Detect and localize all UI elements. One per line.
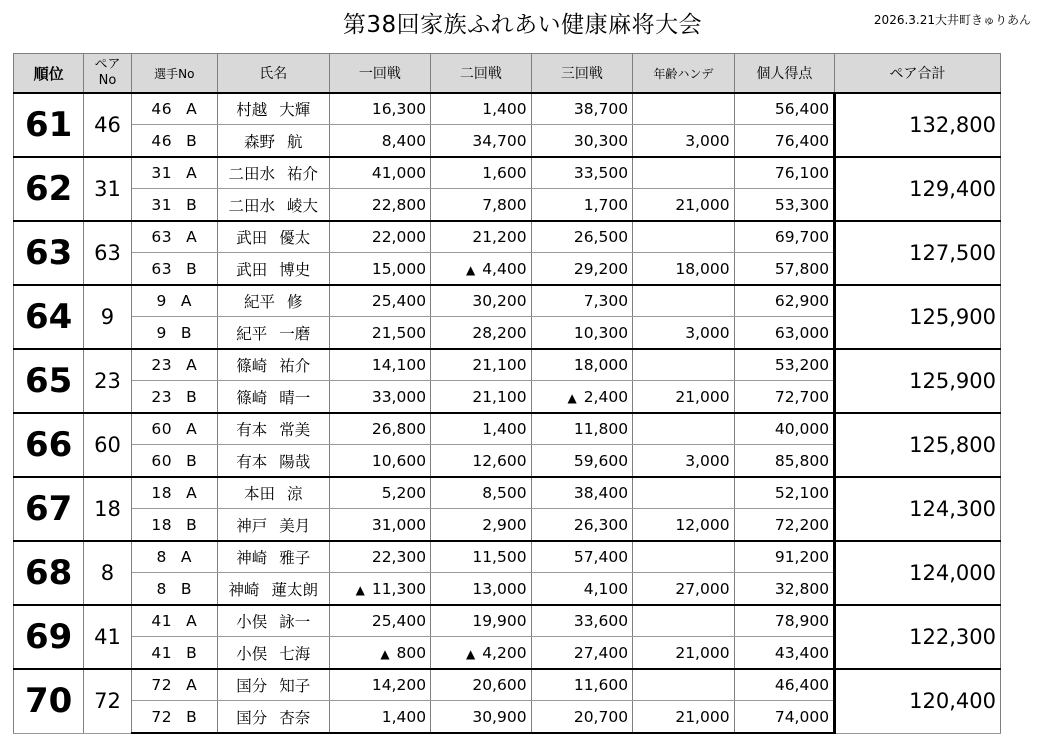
- player-side: B: [180, 323, 193, 342]
- negative-value: 2,400: [578, 387, 629, 406]
- negative-value: 4,200: [477, 643, 527, 662]
- player-no-cell: [131, 285, 217, 317]
- handicap-cell: 3,000: [633, 445, 735, 478]
- player-no-cell: [131, 253, 217, 286]
- player-side: B: [186, 451, 198, 470]
- table-row: [14, 605, 1001, 637]
- handicap-cell: 21,000: [633, 637, 735, 670]
- round1-cell: 15,000: [329, 253, 431, 286]
- player-surname: 神崎: [236, 549, 268, 567]
- handicap-cell: 12,000: [633, 509, 735, 542]
- player-no-cell: [131, 349, 217, 381]
- pair-total-cell: 122,300: [835, 605, 1001, 669]
- header-personal-score: 個人得点: [734, 54, 835, 94]
- handicap-cell: [633, 221, 735, 253]
- pair-no-cell: 72: [84, 669, 131, 733]
- round2-cell: 2,900: [431, 509, 532, 542]
- player-side: B: [186, 515, 198, 534]
- handicap-cell: 18,000: [633, 253, 735, 286]
- player-side: B: [186, 707, 198, 726]
- player-given-name: 崚大: [287, 196, 319, 215]
- round3-cell: 29,200: [531, 253, 633, 286]
- player-given-name: 詠一: [279, 613, 311, 631]
- rank-cell: 67: [14, 477, 84, 541]
- player-no-cell: [131, 477, 217, 509]
- round3-cell: 1,700: [531, 189, 633, 222]
- player-number: 23: [151, 356, 173, 374]
- player-number: 9: [156, 292, 167, 310]
- personal-score-cell: 40,000: [734, 413, 835, 445]
- rank-cell: 63: [14, 221, 84, 285]
- player-given-name: 知子: [279, 677, 311, 695]
- round2-cell: 1,400: [431, 93, 532, 125]
- pair-total-cell: 120,400: [835, 669, 1001, 733]
- player-number: 8: [156, 579, 167, 598]
- negative-marker-icon: ▲: [567, 390, 577, 405]
- player-side: B: [186, 387, 198, 406]
- handicap-cell: 3,000: [633, 317, 735, 350]
- negative-marker-icon: ▲: [466, 262, 476, 277]
- player-number: 18: [151, 515, 173, 534]
- player-side: B: [180, 579, 193, 598]
- event-date-venue: 2026.3.21大井町きゅりあん: [873, 13, 1031, 27]
- player-name-cell: [218, 573, 330, 606]
- round2-cell: 30,900: [431, 701, 532, 734]
- round1-cell: 41,000: [329, 157, 431, 189]
- round3-cell: 26,500: [531, 221, 633, 253]
- round2-cell: 28,200: [431, 317, 532, 350]
- round1-cell: 25,400: [329, 285, 431, 317]
- personal-score-cell: 76,400: [734, 125, 835, 158]
- player-name-cell: [218, 125, 330, 158]
- player-surname: 武田: [236, 260, 268, 279]
- negative-marker-icon: ▲: [466, 646, 476, 661]
- pair-no-cell: 46: [84, 93, 131, 157]
- player-no-cell: [131, 317, 217, 350]
- round1-cell: 22,800: [329, 189, 431, 222]
- rank-cell: 65: [14, 349, 84, 413]
- player-side: A: [186, 228, 198, 246]
- player-number: 72: [151, 676, 173, 694]
- personal-score-cell: 43,400: [734, 637, 835, 670]
- player-side: A: [180, 548, 193, 566]
- round1-cell: [329, 637, 431, 670]
- personal-score-cell: 62,900: [734, 285, 835, 317]
- player-given-name: 美月: [279, 516, 311, 535]
- player-name-cell: [218, 285, 330, 317]
- player-no-cell: [131, 701, 217, 734]
- player-no-cell: [131, 413, 217, 445]
- pair-no-cell: 41: [84, 605, 131, 669]
- player-surname: 森野: [244, 132, 276, 151]
- player-number: 72: [151, 707, 173, 726]
- round2-cell: 13,000: [431, 573, 532, 606]
- round3-cell: 10,300: [531, 317, 633, 350]
- handicap-cell: 3,000: [633, 125, 735, 158]
- player-no-cell: [131, 157, 217, 189]
- round2-cell: 21,200: [431, 221, 532, 253]
- round2-cell: 1,400: [431, 413, 532, 445]
- player-given-name: 陽哉: [279, 452, 311, 471]
- player-number: 63: [151, 259, 173, 278]
- round1-cell: 22,300: [329, 541, 431, 573]
- round3-cell: [531, 381, 633, 414]
- player-surname: 武田: [236, 229, 268, 247]
- header-rank: 順位: [14, 54, 84, 94]
- personal-score-cell: 76,100: [734, 157, 835, 189]
- player-number: 41: [151, 643, 173, 662]
- round1-cell: 14,100: [329, 349, 431, 381]
- table-row: [14, 669, 1001, 701]
- pair-total-cell: 124,000: [835, 541, 1001, 605]
- player-number: 46: [151, 131, 173, 150]
- pair-no-cell: 60: [84, 413, 131, 477]
- player-number: 60: [151, 420, 173, 438]
- round2-cell: 19,900: [431, 605, 532, 637]
- rank-cell: 68: [14, 541, 84, 605]
- player-name-cell: [218, 413, 330, 445]
- personal-score-cell: 32,800: [734, 573, 835, 606]
- handicap-cell: [633, 349, 735, 381]
- round3-cell: 57,400: [531, 541, 633, 573]
- header-pair-total: ペア合計: [835, 54, 1001, 94]
- personal-score-cell: 53,200: [734, 349, 835, 381]
- round1-cell: 8,400: [329, 125, 431, 158]
- player-surname: 村越: [236, 101, 268, 119]
- player-number: 18: [151, 484, 173, 502]
- header-row: [14, 54, 1001, 94]
- player-no-cell: [131, 605, 217, 637]
- player-given-name: 一磨: [279, 324, 311, 343]
- player-surname: 二田水: [228, 165, 276, 183]
- player-side: A: [186, 676, 198, 694]
- rank-cell: 61: [14, 93, 84, 157]
- player-name-cell: [218, 317, 330, 350]
- player-name-cell: [218, 253, 330, 286]
- player-side: A: [186, 420, 198, 438]
- round3-cell: 38,400: [531, 477, 633, 509]
- player-given-name: 修: [287, 293, 303, 311]
- header-round3: 三回戦: [531, 54, 633, 94]
- personal-score-cell: 52,100: [734, 477, 835, 509]
- personal-score-cell: 53,300: [734, 189, 835, 222]
- round1-cell: 25,400: [329, 605, 431, 637]
- round1-cell: 22,000: [329, 221, 431, 253]
- table-row: [14, 221, 1001, 253]
- player-name-cell: [218, 189, 330, 222]
- player-given-name: 優太: [279, 229, 311, 247]
- round1-cell: 5,200: [329, 477, 431, 509]
- player-name-cell: [218, 669, 330, 701]
- handicap-cell: 21,000: [633, 189, 735, 222]
- player-side: B: [186, 195, 198, 214]
- player-no-cell: [131, 125, 217, 158]
- round1-cell: 16,300: [329, 93, 431, 125]
- rank-cell: 69: [14, 605, 84, 669]
- pair-total-cell: 127,500: [835, 221, 1001, 285]
- player-surname: 篠崎: [236, 357, 268, 375]
- player-surname: 篠崎: [236, 388, 268, 407]
- rank-cell: 62: [14, 157, 84, 221]
- pair-no-cell: 63: [84, 221, 131, 285]
- player-surname: 小俣: [236, 644, 268, 663]
- player-given-name: 祐介: [279, 357, 311, 375]
- personal-score-cell: 72,700: [734, 381, 835, 414]
- player-given-name: 常美: [279, 421, 311, 439]
- table-row: [14, 285, 1001, 317]
- handicap-cell: [633, 477, 735, 509]
- player-surname: 国分: [236, 677, 268, 695]
- handicap-cell: [633, 413, 735, 445]
- personal-score-cell: 46,400: [734, 669, 835, 701]
- player-surname: 紀平: [244, 293, 276, 311]
- personal-score-cell: 85,800: [734, 445, 835, 478]
- pair-no-cell: 31: [84, 157, 131, 221]
- round1-cell: 10,600: [329, 445, 431, 478]
- player-side: A: [186, 100, 198, 118]
- round3-cell: 27,400: [531, 637, 633, 670]
- round1-cell: 21,500: [329, 317, 431, 350]
- personal-score-cell: 57,800: [734, 253, 835, 286]
- player-name-cell: [218, 349, 330, 381]
- player-number: 46: [151, 100, 173, 118]
- round2-cell: 11,500: [431, 541, 532, 573]
- player-surname: 二田水: [228, 196, 276, 215]
- player-name-cell: [218, 637, 330, 670]
- round2-cell: 30,200: [431, 285, 532, 317]
- round1-cell: 1,400: [329, 701, 431, 734]
- pair-total-cell: 132,800: [835, 93, 1001, 157]
- results-table: [13, 53, 1001, 734]
- negative-value: 800: [391, 643, 427, 662]
- round2-cell: 7,800: [431, 189, 532, 222]
- page-title: 第38回家族ふれあい健康麻将大会: [342, 12, 703, 38]
- player-given-name: 蓮太朗: [271, 580, 319, 599]
- player-no-cell: [131, 573, 217, 606]
- player-side: A: [186, 164, 198, 182]
- player-name-cell: [218, 381, 330, 414]
- personal-score-cell: 63,000: [734, 317, 835, 350]
- player-name-cell: [218, 541, 330, 573]
- table-row: [14, 477, 1001, 509]
- player-side: B: [186, 259, 198, 278]
- round3-cell: 30,300: [531, 125, 633, 158]
- player-given-name: 杏奈: [279, 708, 311, 727]
- round2-cell: [431, 253, 532, 286]
- player-surname: 有本: [236, 452, 268, 471]
- player-given-name: 祐介: [287, 165, 319, 183]
- player-side: A: [186, 356, 198, 374]
- header-age-handicap: 年齢ハンデ: [633, 54, 735, 94]
- round1-cell: 26,800: [329, 413, 431, 445]
- player-name-cell: [218, 93, 330, 125]
- round1-cell: 14,200: [329, 669, 431, 701]
- player-no-cell: [131, 221, 217, 253]
- pair-total-cell: 125,900: [835, 285, 1001, 349]
- header-round1: 一回戦: [329, 54, 431, 94]
- handicap-cell: [633, 605, 735, 637]
- player-surname: 本田: [244, 485, 276, 503]
- pair-no-cell: 18: [84, 477, 131, 541]
- round2-cell: 21,100: [431, 349, 532, 381]
- table-row: [14, 349, 1001, 381]
- pair-total-cell: 125,800: [835, 413, 1001, 477]
- handicap-cell: [633, 541, 735, 573]
- player-number: 23: [151, 387, 173, 406]
- rank-cell: 66: [14, 413, 84, 477]
- handicap-cell: [633, 157, 735, 189]
- player-given-name: 大輝: [279, 101, 311, 119]
- rank-cell: 70: [14, 669, 84, 733]
- round3-cell: 11,600: [531, 669, 633, 701]
- player-number: 8: [156, 548, 167, 566]
- handicap-cell: [633, 669, 735, 701]
- player-given-name: 航: [287, 132, 303, 151]
- round2-cell: 12,600: [431, 445, 532, 478]
- header-pair-no: [84, 54, 131, 94]
- personal-score-cell: 72,200: [734, 509, 835, 542]
- player-name-cell: [218, 605, 330, 637]
- table-row: [14, 93, 1001, 125]
- player-given-name: 博史: [279, 260, 311, 279]
- round2-cell: 21,100: [431, 381, 532, 414]
- header-round2: 二回戦: [431, 54, 532, 94]
- player-name-cell: [218, 701, 330, 734]
- handicap-cell: [633, 93, 735, 125]
- player-surname: 有本: [236, 421, 268, 439]
- player-surname: 神崎: [228, 580, 260, 599]
- round3-cell: 26,300: [531, 509, 633, 542]
- results-body: [14, 93, 1001, 733]
- header-player-no: 選手No: [131, 54, 217, 94]
- personal-score-cell: 69,700: [734, 221, 835, 253]
- round2-cell: 1,600: [431, 157, 532, 189]
- pair-total-cell: 129,400: [835, 157, 1001, 221]
- header-pair-no-line1: ペア: [94, 57, 121, 72]
- handicap-cell: [633, 285, 735, 317]
- round3-cell: 11,800: [531, 413, 633, 445]
- header-name: 氏名: [218, 54, 330, 94]
- player-number: 9: [156, 323, 167, 342]
- player-surname: 紀平: [236, 324, 268, 343]
- round3-cell: 7,300: [531, 285, 633, 317]
- round2-cell: 8,500: [431, 477, 532, 509]
- player-no-cell: [131, 509, 217, 542]
- player-number: 31: [151, 164, 173, 182]
- player-number: 63: [151, 228, 173, 246]
- round2-cell: 34,700: [431, 125, 532, 158]
- table-row: [14, 541, 1001, 573]
- player-name-cell: [218, 477, 330, 509]
- round3-cell: 38,700: [531, 93, 633, 125]
- negative-value: 11,300: [366, 579, 427, 598]
- player-no-cell: [131, 93, 217, 125]
- round1-cell: 31,000: [329, 509, 431, 542]
- round1-cell: 33,000: [329, 381, 431, 414]
- round3-cell: 33,500: [531, 157, 633, 189]
- player-name-cell: [218, 221, 330, 253]
- round3-cell: 4,100: [531, 573, 633, 606]
- player-side: A: [186, 484, 198, 502]
- personal-score-cell: 91,200: [734, 541, 835, 573]
- player-side: A: [180, 292, 193, 310]
- player-given-name: 涼: [287, 485, 303, 503]
- player-surname: 国分: [236, 708, 268, 727]
- handicap-cell: 21,000: [633, 381, 735, 414]
- player-no-cell: [131, 541, 217, 573]
- player-surname: 神戸: [236, 516, 268, 535]
- round3-cell: 20,700: [531, 701, 633, 734]
- player-no-cell: [131, 669, 217, 701]
- player-name-cell: [218, 509, 330, 542]
- player-number: 31: [151, 195, 173, 214]
- negative-marker-icon: ▲: [355, 582, 365, 597]
- pair-total-cell: 125,900: [835, 349, 1001, 413]
- round2-cell: 20,600: [431, 669, 532, 701]
- round1-cell: [329, 573, 431, 606]
- negative-value: 4,400: [477, 259, 527, 278]
- player-no-cell: [131, 445, 217, 478]
- player-side: B: [186, 643, 198, 662]
- pair-no-cell: 8: [84, 541, 131, 605]
- round2-cell: [431, 637, 532, 670]
- player-name-cell: [218, 445, 330, 478]
- pair-no-cell: 23: [84, 349, 131, 413]
- player-number: 60: [151, 451, 173, 470]
- pair-no-cell: 9: [84, 285, 131, 349]
- personal-score-cell: 78,900: [734, 605, 835, 637]
- player-no-cell: [131, 381, 217, 414]
- table-row: [14, 413, 1001, 445]
- round3-cell: 59,600: [531, 445, 633, 478]
- player-no-cell: [131, 637, 217, 670]
- player-side: B: [186, 131, 198, 150]
- handicap-cell: 21,000: [633, 701, 735, 734]
- handicap-cell: 27,000: [633, 573, 735, 606]
- round3-cell: 33,600: [531, 605, 633, 637]
- player-given-name: 雅子: [279, 549, 311, 567]
- table-row: [14, 157, 1001, 189]
- player-given-name: 七海: [279, 644, 311, 663]
- player-name-cell: [218, 157, 330, 189]
- negative-marker-icon: ▲: [380, 646, 390, 661]
- personal-score-cell: 74,000: [734, 701, 835, 734]
- round3-cell: 18,000: [531, 349, 633, 381]
- header-pair-no-line2: No: [98, 73, 117, 88]
- player-no-cell: [131, 189, 217, 222]
- player-side: A: [186, 612, 198, 630]
- pair-total-cell: 124,300: [835, 477, 1001, 541]
- personal-score-cell: 56,400: [734, 93, 835, 125]
- player-given-name: 晴一: [279, 388, 311, 407]
- rank-cell: 64: [14, 285, 84, 349]
- player-number: 41: [151, 612, 173, 630]
- player-surname: 小俣: [236, 613, 268, 631]
